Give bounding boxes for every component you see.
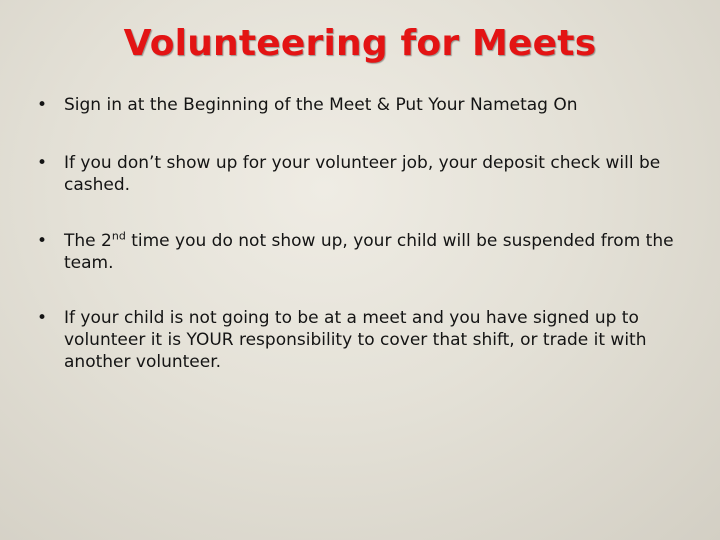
bullet-item xyxy=(36,307,686,373)
bullet-item xyxy=(36,230,686,274)
bullet-text-start: The 2 xyxy=(64,231,112,251)
bullet-marker: • xyxy=(36,95,48,115)
bullet-marker: • xyxy=(36,231,48,251)
bullet-text: If you don’t show up for your volunteer job, your deposit check will be cashed. xyxy=(64,153,661,195)
bullet-text: If your child is not going to be at a meet and you have signed up to volunteer it is YOUR responsibility to cover that shift, or trade it with another volunteer. xyxy=(64,308,647,372)
bullet-text xyxy=(64,231,674,273)
bullet-marker: • xyxy=(36,308,48,328)
bullet-list xyxy=(36,94,686,373)
ordinal-superscript: nd xyxy=(111,229,126,243)
bullet-text: Sign in at the Beginning of the Meet & Put Your Nametag On xyxy=(64,95,578,115)
bullet-text-end: time you do not show up, your child will be suspended from the team. xyxy=(64,231,674,273)
slide-title: Volunteering for Meets xyxy=(123,23,597,64)
bullet-marker: • xyxy=(36,153,48,173)
bullet-item xyxy=(36,94,686,116)
bullet-item xyxy=(36,152,686,196)
